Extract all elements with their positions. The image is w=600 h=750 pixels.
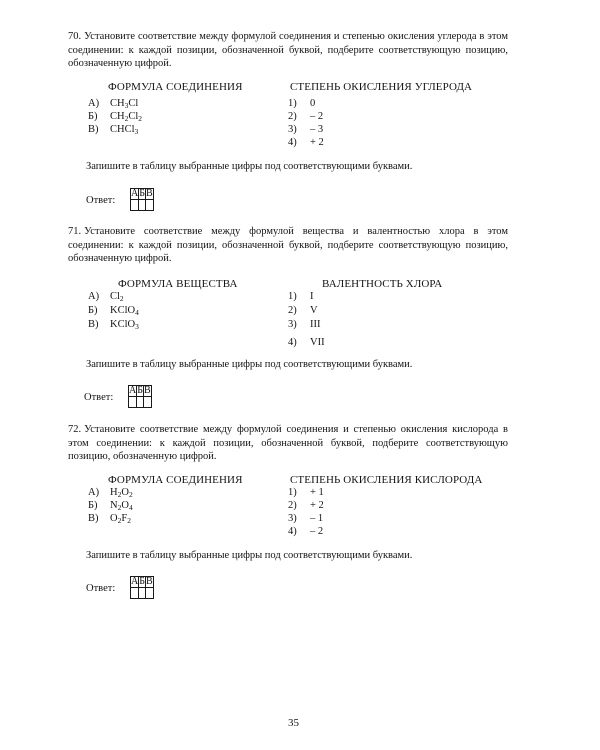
answer-cell-v[interactable] [143, 397, 151, 408]
formula-item: А) $CH_3Cl$ [88, 98, 139, 110]
option-item: 3) III [288, 319, 321, 330]
option-item: 1) I [288, 291, 314, 302]
formula-item: В) KClO$_3$ [88, 319, 139, 331]
answer-label: Ответ: [86, 583, 116, 594]
page-number: 35 [288, 717, 299, 729]
option-item: 4) – 2 [288, 526, 324, 537]
formula-item: А) $H_2O_2$ [88, 487, 133, 499]
answer-cell-b[interactable] [137, 397, 144, 408]
answer-header-b: Б [139, 576, 145, 587]
answer-table [130, 576, 154, 599]
answer-header-v: В [143, 385, 151, 396]
question-70 [68, 30, 508, 71]
formula-item: А) $Cl_2$ [88, 291, 124, 303]
answer-header-b: Б [137, 385, 143, 396]
answer-cell-a[interactable] [129, 397, 137, 408]
answer-table [130, 188, 154, 211]
answer-cell-v[interactable] [145, 200, 153, 211]
formula-item: Б) $N_2O_4$ [88, 500, 133, 512]
question-number: 70. [68, 31, 82, 42]
option-item: 4) + 2 [288, 137, 324, 148]
option-item: 1) 0 [288, 98, 316, 109]
answer-header-a: А [131, 576, 139, 587]
instruction-text: Запишите в таблицу выбранные цифры под соответствующими буквами. [86, 550, 413, 561]
option-item: 3) – 3 [288, 124, 324, 135]
answer-cell-b[interactable] [139, 588, 146, 599]
formula-item: В) CHCl$_3$ [88, 124, 139, 136]
answer-label: Ответ: [86, 195, 116, 206]
answer-header-a: А [129, 385, 137, 396]
formula-item: В) $O_2F_2$ [88, 513, 131, 525]
option-item: 2) + 2 [288, 500, 324, 511]
option-item: 1) + 1 [288, 487, 324, 498]
question-number: 72. [68, 424, 82, 435]
question-71 [68, 225, 508, 266]
answer-cell-b[interactable] [139, 200, 146, 211]
right-column-header: СТЕПЕНЬ ОКИСЛЕНИЯ КИСЛОРОДА [290, 474, 483, 486]
answer-cell-a[interactable] [131, 200, 139, 211]
option-item: 4) VII [288, 337, 325, 348]
answer-header-v: В [145, 188, 153, 199]
right-column-header: ВАЛЕНТНОСТЬ ХЛОРА [322, 278, 443, 290]
answer-header-v: В [145, 576, 153, 587]
answer-cell-a[interactable] [131, 588, 139, 599]
question-text: 71. Установите соответствие между формулой вещества и валентностью хлора в этом соединении: к каждой позиции, обозначенной буквой, подберите соответствующую позицию, обозначенную цифрой. [68, 226, 508, 265]
instruction-text: Запишите в таблицу выбранные цифры под соответствующими буквами. [86, 359, 413, 370]
option-item: 2) V [288, 305, 318, 316]
question-72 [68, 423, 508, 464]
answer-table [128, 385, 152, 408]
question-text: 72. Установите соответствие между формулой соединения и степенью окисления кислорода в этом соединении: к каждой позиции, обозначенной буквой, подберите соответствующую позицию, обозначенную цифрой. [68, 424, 508, 463]
option-item: 2) – 2 [288, 111, 324, 122]
question-text: 70. Установите соответствие между формулой соединения и степенью окисления углерода в этом соединении: к каждой позиции, обозначенной буквой, подберите соответствующую позицию, обозначенную цифрой. [68, 31, 508, 70]
left-column-header: ФОРМУЛА СОЕДИНЕНИЯ [108, 474, 243, 486]
question-number: 71. [68, 226, 82, 237]
formula-item: Б) KClO$_4$ [88, 305, 139, 317]
formula-item: Б) $CH_2Cl_2$ [88, 111, 143, 123]
left-column-header: ФОРМУЛА СОЕДИНЕНИЯ [108, 81, 243, 93]
answer-label: Ответ: [84, 392, 114, 403]
instruction-text: Запишите в таблицу выбранные цифры под соответствующими буквами. [86, 161, 413, 172]
left-column-header: ФОРМУЛА ВЕЩЕСТВА [118, 278, 238, 290]
answer-cell-v[interactable] [145, 588, 153, 599]
answer-header-b: Б [139, 188, 145, 199]
right-column-header: СТЕПЕНЬ ОКИСЛЕНИЯ УГЛЕРОДА [290, 81, 473, 93]
answer-header-a: А [131, 188, 139, 199]
option-item: 3) – 1 [288, 513, 324, 524]
